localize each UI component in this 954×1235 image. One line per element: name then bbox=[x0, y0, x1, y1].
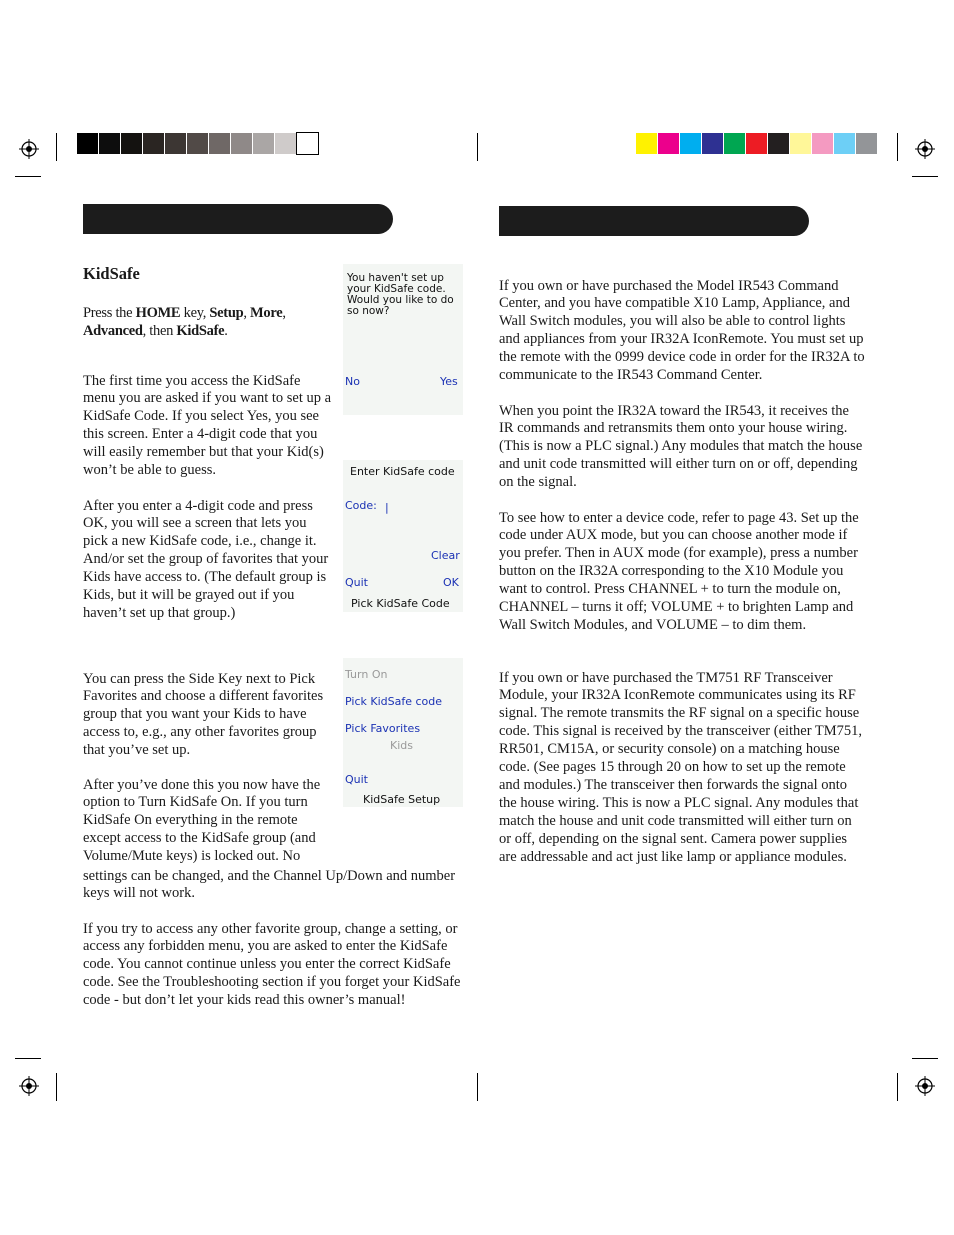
color-swatch bbox=[275, 133, 296, 154]
crop-mark bbox=[56, 133, 57, 161]
crop-mark bbox=[477, 1073, 478, 1101]
crop-mark bbox=[15, 1058, 41, 1059]
prompt-line: Would you like to do bbox=[347, 294, 454, 306]
paragraph-plc-signal: When you point the IR32A toward the IR543, it receives the IR commands and retransmits them onto your house wiring. (This is now a PLC signal.) Any modules that match the house and unit code transmitted will either turn on or off, depending on the signal. bbox=[499, 402, 863, 491]
screen-footer: KidSafe Setup bbox=[363, 793, 441, 806]
crop-mark bbox=[897, 133, 898, 161]
color-swatch bbox=[231, 133, 252, 154]
color-swatch bbox=[636, 133, 657, 154]
prompt-line: so now? bbox=[347, 305, 390, 317]
paragraph-tm751: If you own or have purchased the TM751 RF Transceiver Module, your IR32A IconRemote communicates using its RF signal. The remote transmits the RF signal on a specific house code. This signal is received by the transceiver (either TM751, RR501, CM15A, or security console) on a matching house code. (See pages 15 through 20 on how to set up the remote and modules.) The transceiver then forwards the signal onto the house wiring. This is now a PLC signal. Any modules that match the house and unit code transmitted will either turn on or off, depending on the signal sent. Camera power supplies are addressable and act just like lamp or appliance modules. bbox=[499, 669, 863, 865]
clear-softkey[interactable]: Clear bbox=[431, 549, 460, 562]
color-swatch bbox=[121, 133, 142, 154]
quit-softkey[interactable]: Quit bbox=[345, 576, 368, 589]
color-swatch bbox=[297, 133, 318, 154]
color-swatch bbox=[77, 133, 98, 154]
favorites-group-value: Kids bbox=[390, 739, 413, 752]
pick-kidsafe-code-softkey[interactable]: Pick KidSafe code bbox=[345, 695, 443, 708]
right-header-bar bbox=[499, 206, 809, 236]
color-swatch bbox=[253, 133, 274, 154]
color-swatch bbox=[768, 133, 789, 154]
color-swatch bbox=[812, 133, 833, 154]
paragraph-forbidden-access: If you try to access any other favorite group, change a setting, or access any forbidden menu, you are asked to enter the KidSafe code. You cannot continue unless you enter the correct KidSafe code. See the Troubleshooting section if you forget your KidSafe code - but don’t let your kids read this owner’s manual! bbox=[83, 920, 461, 1009]
screen-title: Enter KidSafe code bbox=[350, 465, 455, 478]
registration-mark-icon bbox=[915, 139, 935, 159]
color-swatch bbox=[746, 133, 767, 154]
crop-mark bbox=[912, 176, 938, 177]
paragraph-turn-on-continued: settings can be changed, and the Channel Up/Down and number keys will not work. bbox=[83, 867, 456, 902]
registration-mark-icon bbox=[19, 1076, 39, 1096]
no-softkey[interactable]: No bbox=[345, 375, 360, 388]
section-heading: KidSafe bbox=[83, 264, 140, 283]
yes-softkey[interactable]: Yes bbox=[440, 375, 458, 388]
ok-softkey[interactable]: OK bbox=[443, 576, 459, 589]
setup-label: Setup bbox=[209, 305, 244, 321]
color-swatch bbox=[99, 133, 120, 154]
kidsafe-setup-prompt-screen bbox=[343, 264, 463, 415]
crop-mark bbox=[897, 1073, 898, 1101]
prompt-line: You haven't set up bbox=[347, 272, 444, 284]
color-swatch bbox=[143, 133, 164, 154]
advanced-label: Advanced bbox=[83, 322, 143, 339]
paragraph-after-code: After you enter a 4-digit code and press OK, you will see a screen that lets you pick a new KidSafe code, i.e., change it. And/or set the group of favorites that your Kids have access to. (The default group is Kids, but it will be grayed out if you haven’t set up that group.) bbox=[83, 497, 329, 621]
color-swatch bbox=[680, 133, 701, 154]
screen-footer: Pick KidSafe Code bbox=[351, 597, 450, 610]
paragraph-device-code: To see how to enter a device code, refer to page 43. Set up the code under AUX mode, but you can choose another mode if you prefer. Then in AUX mode (for example), press a number button on the IR32A corresponding to the X10 Module you want to control. Press CHANNEL + to turn the module on, CHANNEL – turns it off; VOLUME + to brighten Lamp and Wall Switch Modules, and VOLUME – to dim them. bbox=[499, 509, 859, 633]
crop-mark bbox=[912, 1058, 938, 1059]
more-label: More bbox=[250, 305, 283, 321]
color-swatch bbox=[790, 133, 811, 154]
color-swatch bbox=[856, 133, 877, 154]
code-cursor[interactable]: | bbox=[385, 501, 389, 514]
kidsafe-label: KidSafe bbox=[176, 322, 225, 339]
paragraph-pick-favorites: You can press the Side Key next to Pick Favorites and choose a different favorites group that you want your Kids to have access to, e.g., any other favorites group that you’ve set up. bbox=[83, 670, 324, 759]
registration-mark-icon bbox=[915, 1076, 935, 1096]
home-key-label: HOME bbox=[135, 305, 181, 321]
pick-favorites-softkey[interactable]: Pick Favorites bbox=[345, 722, 421, 735]
crop-mark bbox=[15, 176, 41, 177]
prompt-line: your KidSafe code. bbox=[347, 283, 446, 295]
color-swatch bbox=[165, 133, 186, 154]
crop-mark bbox=[477, 133, 478, 161]
intro-paragraph: Press the HOME key, Setup, More, Advanced, then KidSafe. bbox=[83, 305, 286, 339]
color-swatch bbox=[209, 133, 230, 154]
left-header-bar bbox=[83, 204, 393, 234]
color-swatch bbox=[834, 133, 855, 154]
paragraph-turn-on: After you’ve done this you now have the option to Turn KidSafe On. If you turn KidSafe On everything in the remote except access to the KidSafe group (and Volume/Mute keys) is locked out. No bbox=[83, 776, 321, 865]
enter-kidsafe-code-screen bbox=[343, 460, 463, 612]
crop-mark bbox=[56, 1073, 57, 1101]
kidsafe-setup-screen bbox=[343, 658, 463, 807]
quit-softkey[interactable]: Quit bbox=[345, 773, 368, 786]
color-swatch bbox=[724, 133, 745, 154]
code-label: Code: bbox=[345, 499, 377, 512]
color-swatch bbox=[187, 133, 208, 154]
registration-mark-icon bbox=[19, 139, 39, 159]
paragraph-first-access: The first time you access the KidSafe menu you are asked if you want to set up a KidSafe Code. If you select Yes, you see this screen. Enter a 4-digit code that you will easily remember but that your Kid(s) won’t be able to guess. bbox=[83, 372, 332, 479]
color-swatch bbox=[658, 133, 679, 154]
paragraph-ir543: If you own or have purchased the Model IR543 Command Center, and you have compatible X10 Lamp, Appliance, and Wall Switch modules, you will also be able to control lights and appliances from your IR32A IconRemote. You must set up the remote with the 0999 device code in order for the IR32A to communicate to the IR543 Command Center. bbox=[499, 277, 865, 384]
color-swatch bbox=[702, 133, 723, 154]
turn-on-softkey[interactable]: Turn On bbox=[345, 668, 388, 681]
